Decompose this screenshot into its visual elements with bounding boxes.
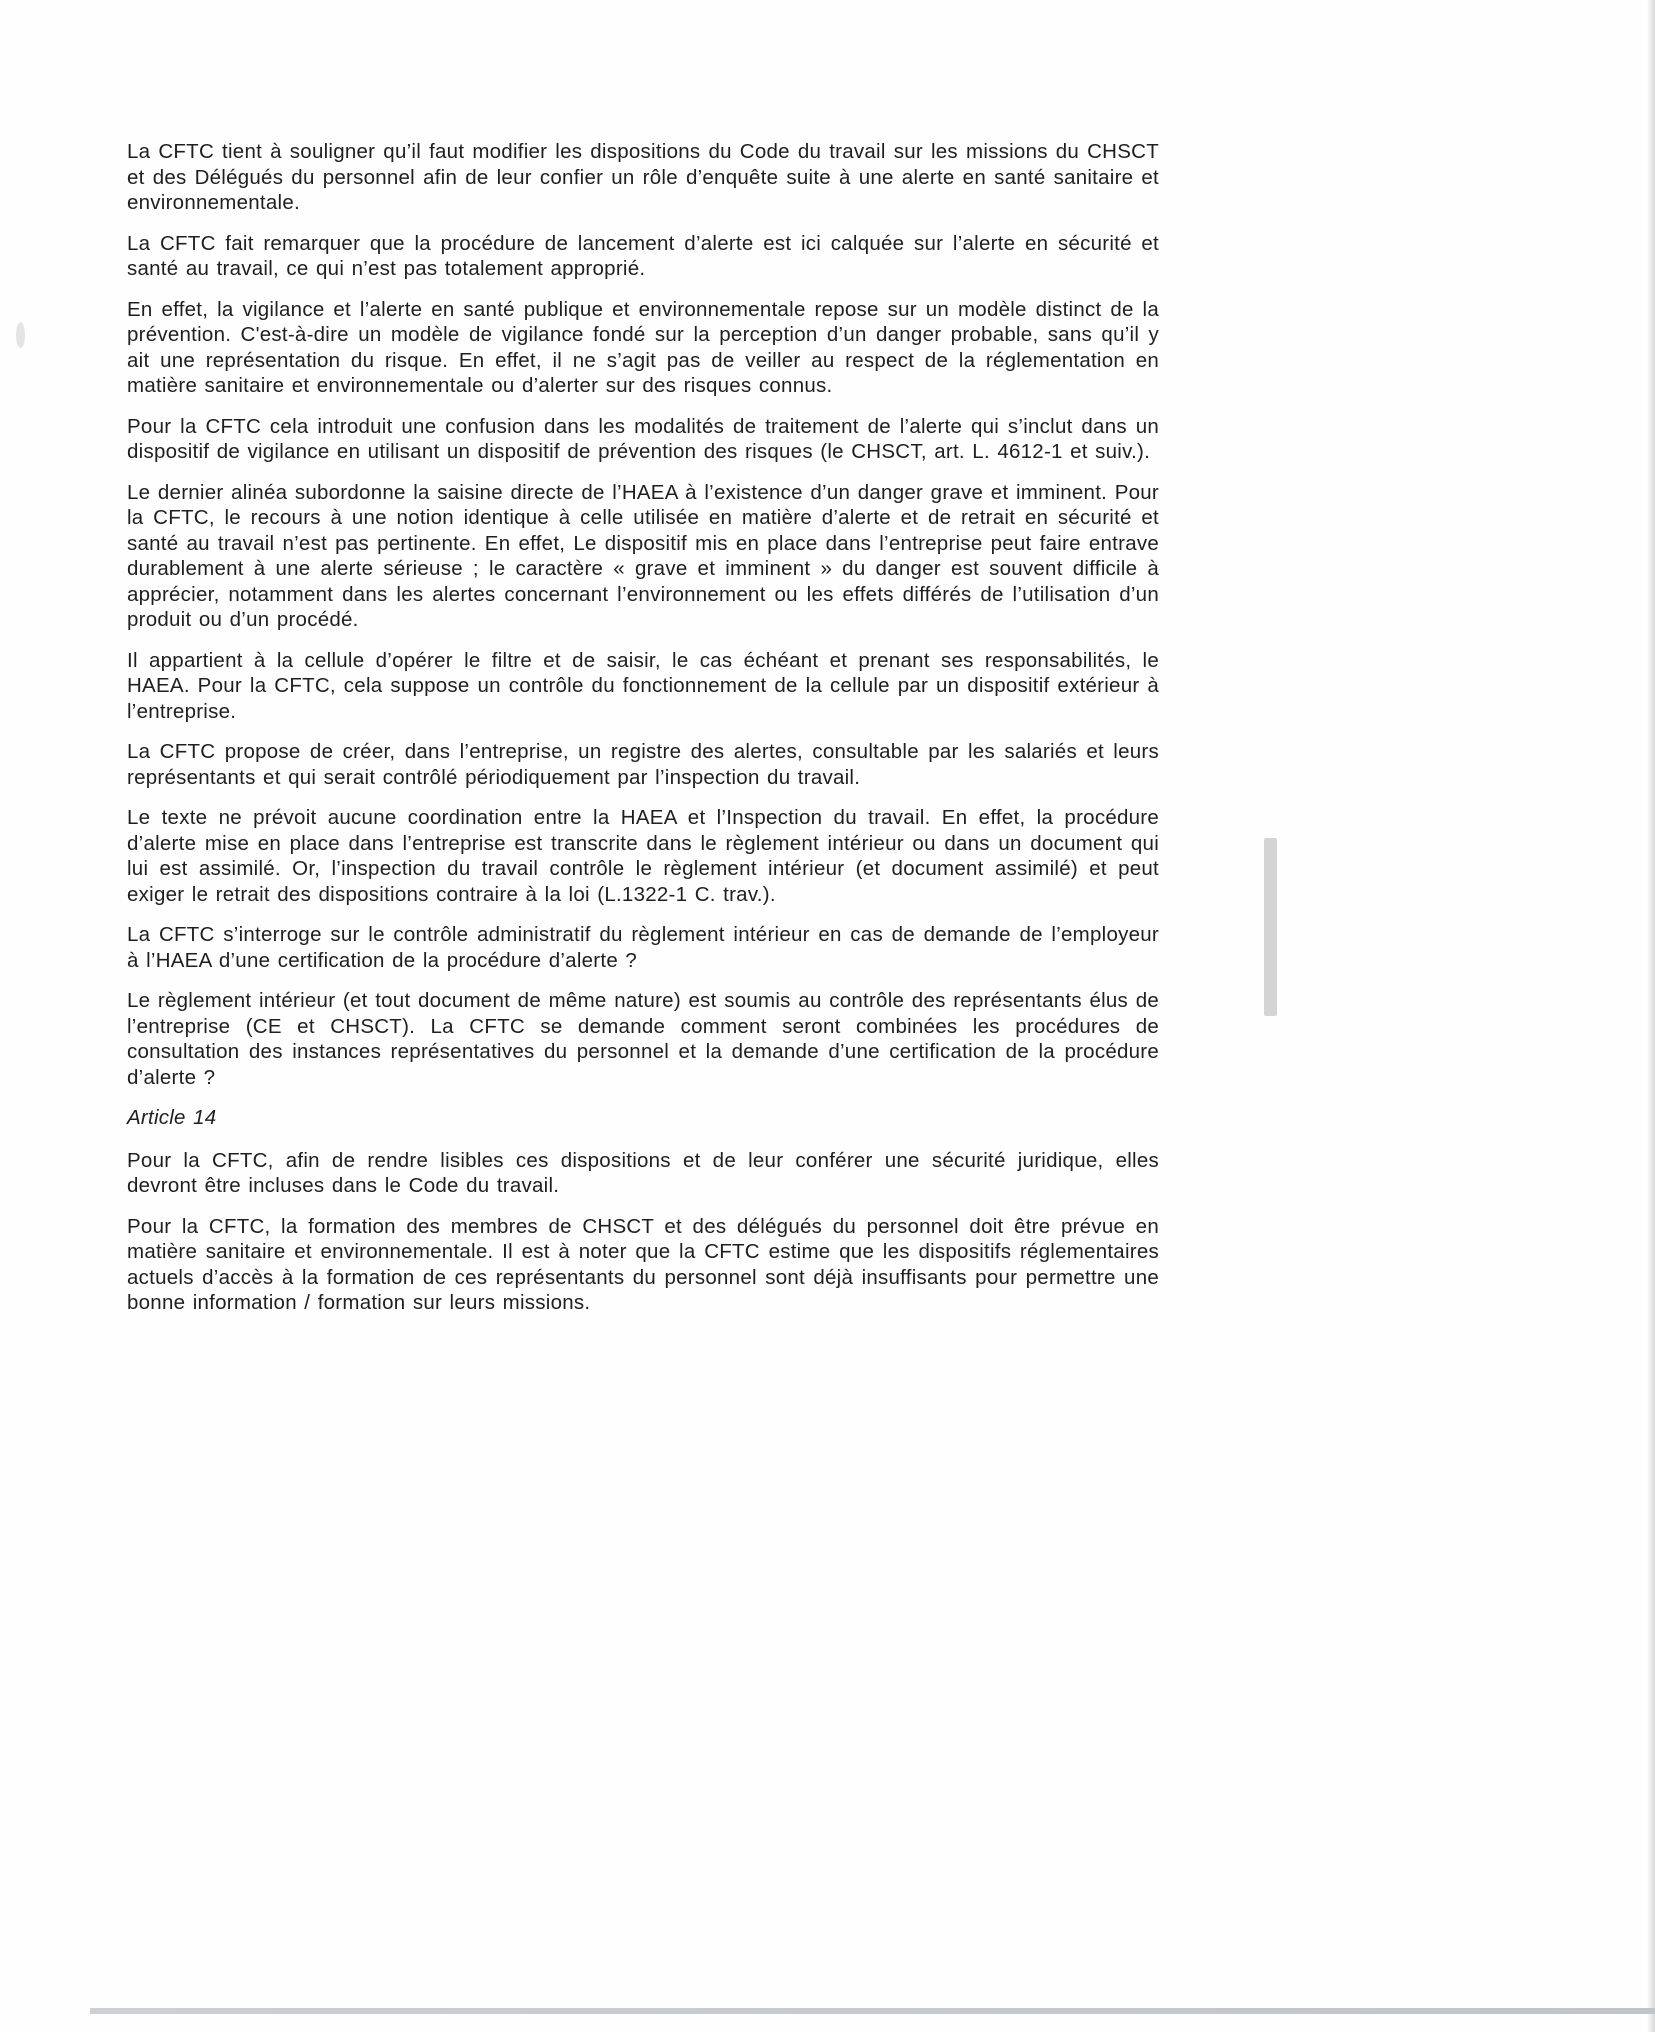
- article-14-heading: Article 14: [127, 1106, 217, 1129]
- paragraph-formation-membres: Pour la CFTC, la formation des membres de CHSCT et des délégués du personnel doit être prévue en matière sanitaire et environnementale. Il est à noter que la CFTC estime que les dispositifs réglementaires actuels d’accès à la formation de ces représentants du personnel sont déjà insuffisants pour permettre une bonne information / formation sur leurs missions.: [127, 1214, 1159, 1314]
- document-body: [127, 139, 1159, 1331]
- paragraph-procedure-lancement: La CFTC fait remarquer que la procédure de lancement d’alerte est ici calquée sur l’alerte en sécurité et santé au travail, ce qui n’est pas totalement approprié.: [127, 231, 1159, 280]
- paragraph-confusion-modalites: Pour la CFTC cela introduit une confusion dans les modalités de traitement de l’alerte qui s’inclut dans un dispositif de vigilance en utilisant un dispositif de prévention des risques (le CHSCT, art. L. 4612-1 et suiv.).: [127, 414, 1159, 463]
- scan-artifact-right-mark: [1264, 838, 1277, 1016]
- paragraph-vigilance-alerte: En effet, la vigilance et l’alerte en santé publique et environnementale repose sur un modèle distinct de la prévention. C'est-à-dire un modèle de vigilance fondé sur la perception d’un danger probable, sans qu’il y ait une représentation du risque. En effet, il ne s’agit pas de veiller au respect de la réglementation en matière sanitaire et environnementale ou d’alerter sur des risques connus.: [127, 297, 1159, 397]
- paragraph-cellule-filtre: Il appartient à la cellule d’opérer le filtre et de saisir, le cas échéant et prenant ses responsabilités, le HAEA. Pour la CFTC, cela suppose un contrôle du fonctionnement de la cellule par un dispositif extérieur à l’entreprise.: [127, 648, 1159, 723]
- scan-artifact-left-smudge: [16, 322, 25, 348]
- paragraph-code-du-travail: Pour la CFTC, afin de rendre lisibles ces dispositions et de leur conférer une sécurité juridique, elles devront être incluses dans le Code du travail.: [127, 1148, 1159, 1197]
- scan-artifact-bottom-edge: [90, 2008, 1655, 2014]
- paragraph-controle-administratif: La CFTC s’interroge sur le contrôle administratif du règlement intérieur en cas de demande de l’employeur à l’HAEA d’une certification de la procédure d’alerte ?: [127, 923, 1159, 972]
- paragraph-chsct-missions: La CFTC tient à souligner qu’il faut modifier les dispositions du Code du travail sur les missions du CHSCT et des Délégués du personnel afin de leur confier un rôle d’enquête suite à une alerte en santé sanitaire et environnementale.: [127, 140, 1159, 214]
- scan-artifact-right-edge: [1647, 0, 1655, 2032]
- paragraph-registre-alertes: La CFTC propose de créer, dans l’entreprise, un registre des alertes, consultable par les salariés et leurs représentants et qui serait contrôlé périodiquement par l’inspection du travail.: [127, 740, 1159, 789]
- paragraph-coordination-haea: Le texte ne prévoit aucune coordination entre la HAEA et l’Inspection du travail. En effet, la procédure d’alerte mise en place dans l’entreprise est transcrite dans le règlement intérieur ou dans un document qui lui est assimilé. Or, l’inspection du travail contrôle le règlement intérieur (et document assimilé) et peut exiger le retrait des dispositions contraire à la loi (L.1322-1 C. trav.).: [127, 806, 1159, 906]
- paragraph-dernier-alinea: Le dernier alinéa subordonne la saisine directe de l’HAEA à l’existence d’un danger grave et imminent. Pour la CFTC, le recours à une notion identique à celle utilisée en matière d’alerte et de retrait en sécurité et santé au travail n’est pas pertinente. En effet, Le dispositif mis en place dans l’entreprise peut faire entrave durablement à une alerte sérieuse ; le caractère « grave et imminent » du danger est souvent difficile à apprécier, notamment dans les alertes concernant l’environnement ou les effets différés de l’utilisation d’un produit ou d’un procédé.: [127, 480, 1159, 631]
- paragraph-reglement-interieur: Le règlement intérieur (et tout document de même nature) est soumis au contrôle des représentants élus de l’entreprise (CE et CHSCT). La CFTC se demande comment seront combinées les procédures de consultation des instances représentatives du personnel et la demande d’une certification de la procédure d’alerte ?: [127, 989, 1159, 1089]
